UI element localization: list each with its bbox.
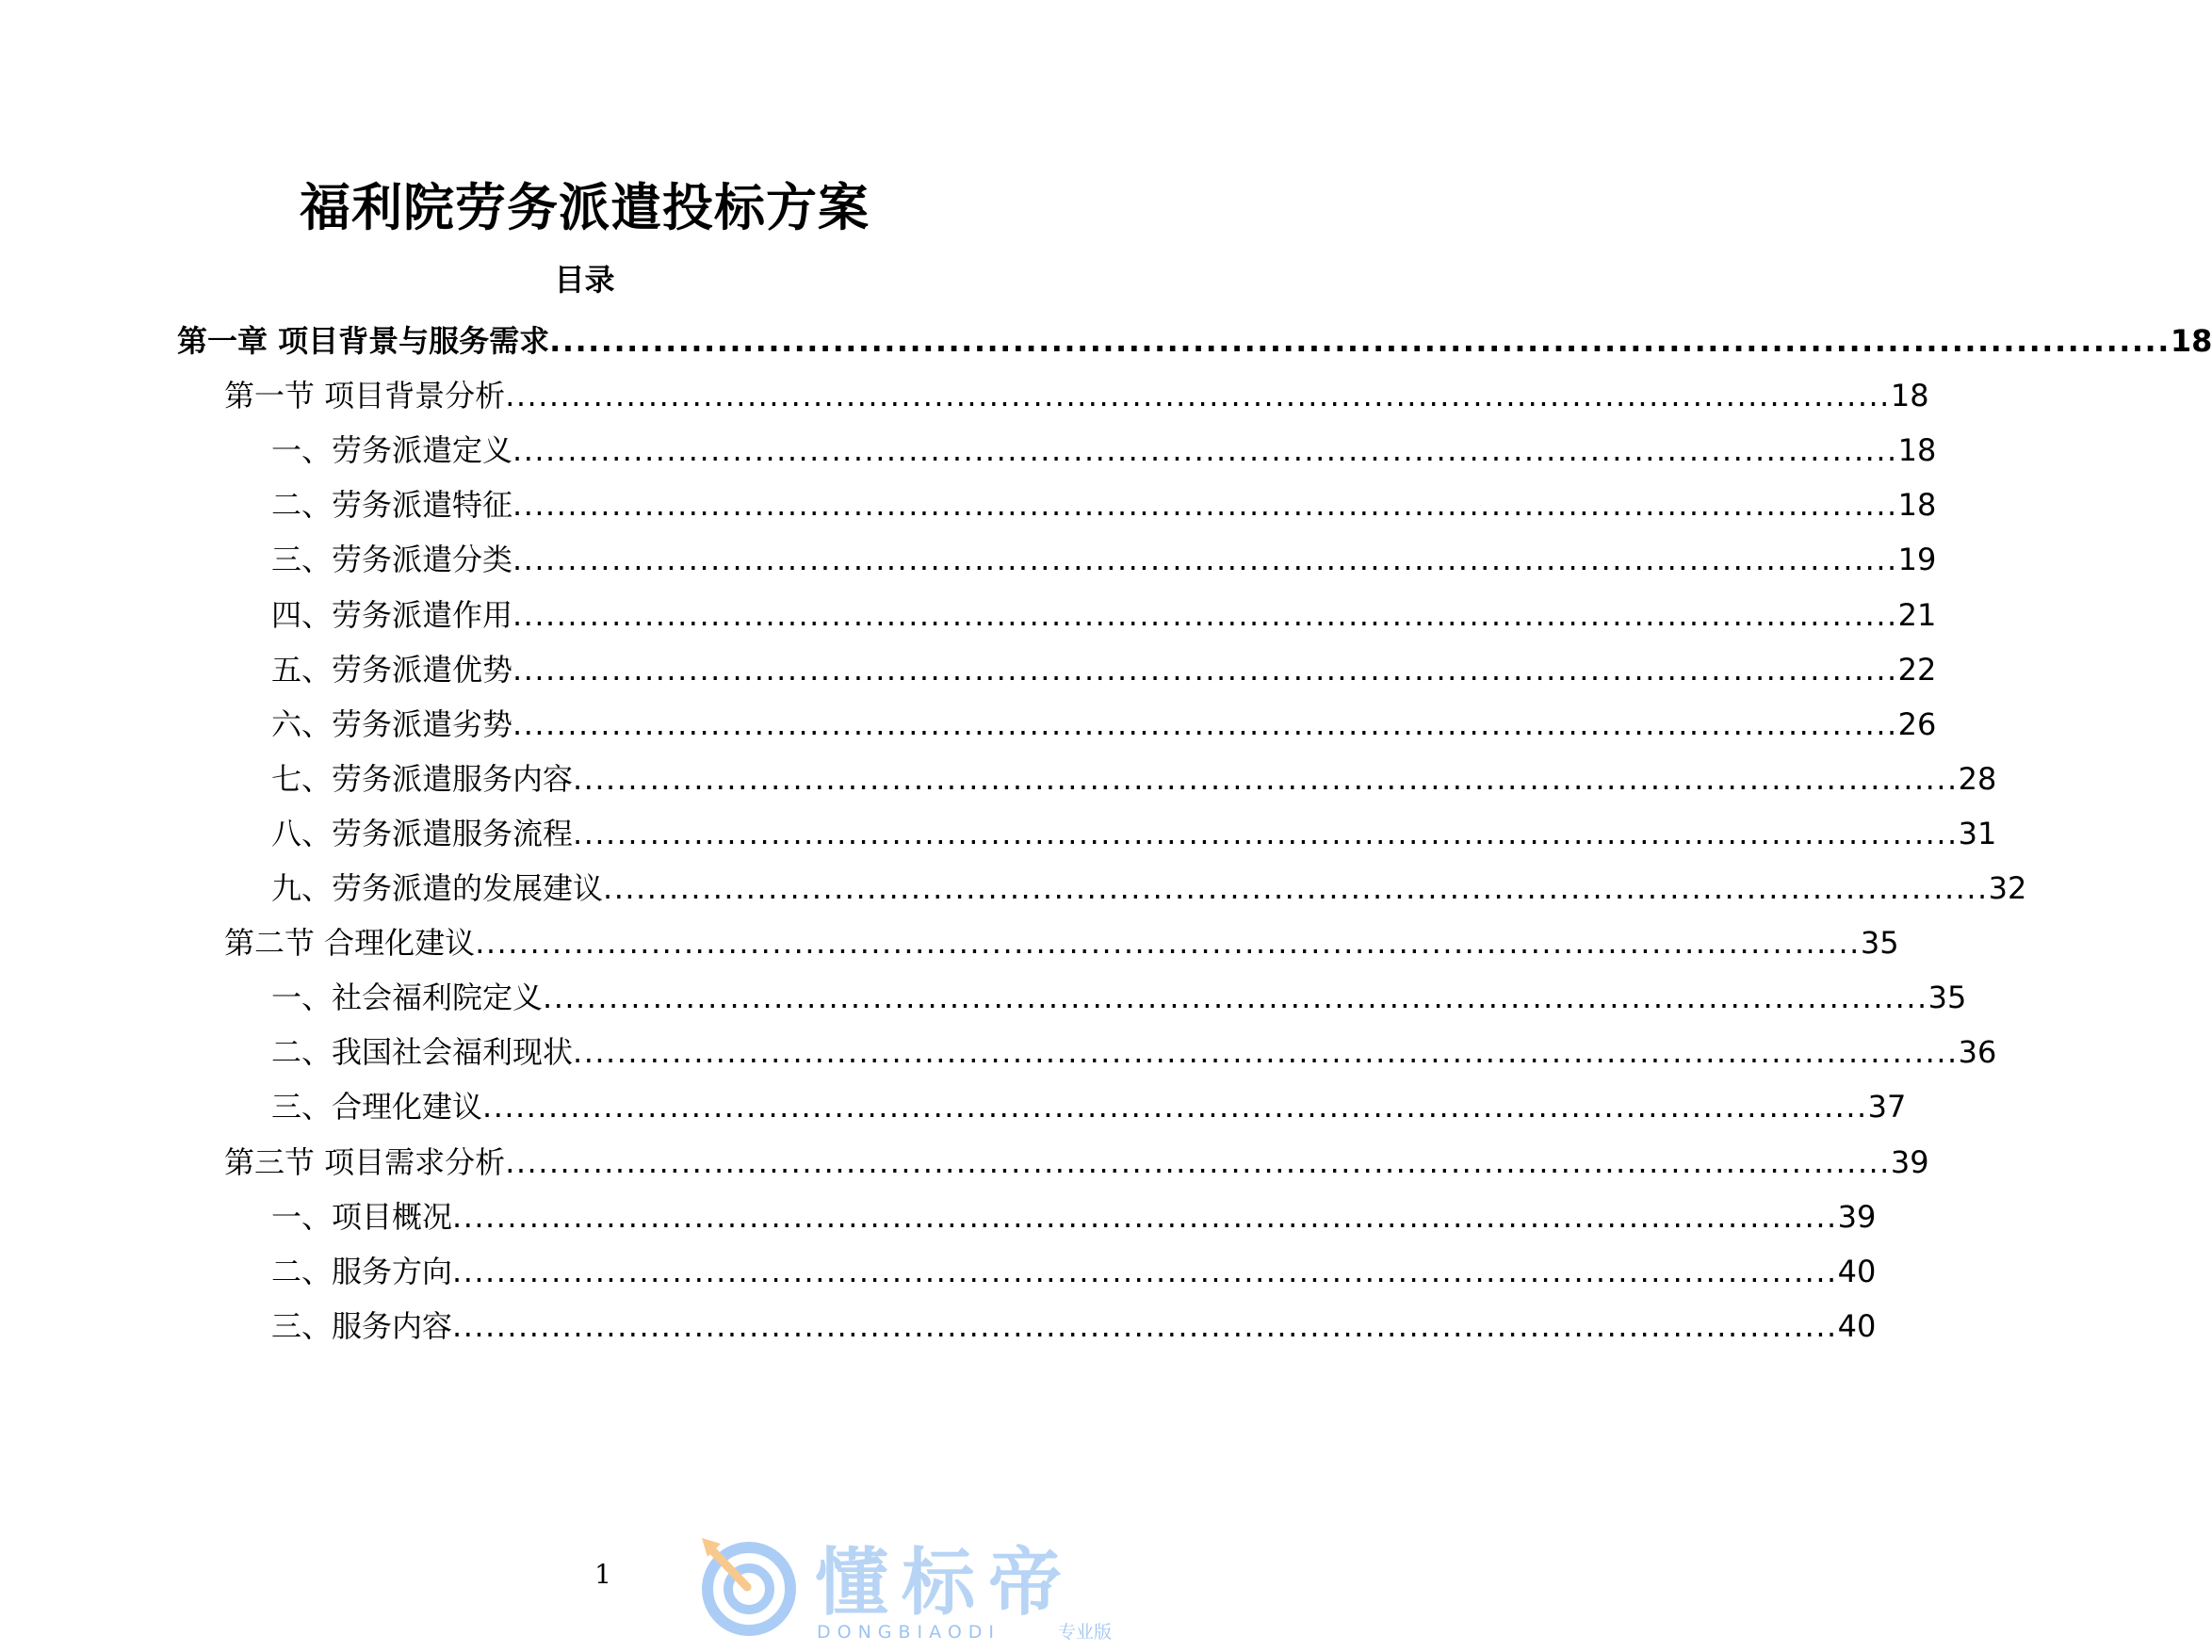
toc-heading: 目录 <box>554 262 615 298</box>
toc-entry[interactable] <box>271 973 1967 1022</box>
toc-leader-dots: .............................................................................................................................. <box>512 432 1898 469</box>
document-title: 福利院劳务派遣投标方案 <box>300 178 870 237</box>
toc-entry-page: 31 <box>1958 815 1997 851</box>
toc-entry[interactable] <box>271 426 1937 475</box>
toc-leader-dots: .............................................................................................................................. <box>603 870 1989 906</box>
toc-entry[interactable] <box>271 591 1937 640</box>
toc-entry-page: 39 <box>1837 1198 1877 1235</box>
toc-entry[interactable] <box>271 645 1937 694</box>
toc-entry-page: 40 <box>1837 1307 1877 1344</box>
watermark-logo <box>692 1531 1145 1644</box>
toc-entry-label: 三、服务内容 <box>271 1307 453 1344</box>
toc-entry[interactable] <box>271 864 2027 913</box>
toc-entry-page: 22 <box>1897 651 1937 688</box>
toc-entry[interactable] <box>177 316 2212 365</box>
toc-entry[interactable] <box>224 1138 1929 1187</box>
toc-entry-label: 一、社会福利院定义 <box>271 980 544 1016</box>
watermark-pinyin: DONGBIAODI <box>817 1622 1001 1643</box>
toc-entry-label: 三、劳务派遣分类 <box>271 542 513 578</box>
toc-entry-page: 28 <box>1958 760 1997 797</box>
toc-leader-dots: .............................................................................................................................. <box>573 760 1959 797</box>
toc-leader-dots: .............................................................................................................................. <box>573 815 1959 851</box>
toc-entry-label: 三、合理化建议 <box>271 1089 483 1126</box>
toc-entry-page: 26 <box>1897 705 1937 742</box>
toc-entry-page: 32 <box>1988 870 2027 906</box>
toc-entry[interactable] <box>271 700 1937 749</box>
toc-leader-dots: .............................................................................................................................. <box>452 1307 1838 1344</box>
toc-leader-dots: .............................................................................................................................. <box>512 705 1898 742</box>
toc-leader-dots: .............................................................................................................................. <box>475 925 1861 962</box>
toc-entry[interactable] <box>271 480 1937 529</box>
toc-leader-dots: .............................................................................................................................. <box>512 651 1898 688</box>
toc-entry-page: 36 <box>1958 1034 1997 1071</box>
toc-entry-page: 18 <box>2170 323 2212 359</box>
toc-entry-label: 六、劳务派遣劣势 <box>271 705 513 742</box>
toc-entry-label: 第一节 项目背景分析 <box>224 378 506 414</box>
toc-leader-dots: .............................................................................................................................. <box>543 980 1928 1016</box>
page-number: 1 <box>594 1559 611 1590</box>
toc-leader-dots: .............................................................................................................................. <box>482 1089 1868 1126</box>
toc-entry-label: 一、劳务派遣定义 <box>271 432 513 469</box>
toc-leader-dots: .............................................................................................................................. <box>573 1034 1959 1071</box>
toc-entry-label: 第二节 合理化建议 <box>224 925 476 962</box>
toc-entry-page: 18 <box>1890 378 1929 414</box>
toc-leader-dots: .............................................................................................................................. <box>512 542 1898 578</box>
toc-entry[interactable] <box>271 1082 1907 1131</box>
toc-entry[interactable] <box>271 1247 1877 1296</box>
watermark-edition: 专业版 <box>1058 1622 1113 1643</box>
toc-entry-label: 二、服务方向 <box>271 1253 453 1289</box>
toc-leader-dots: .............................................................................................................................. <box>512 596 1898 633</box>
toc-entry-label: 一、项目概况 <box>271 1198 453 1235</box>
toc-entry-page: 39 <box>1890 1143 1929 1180</box>
toc-leader-dots: .............................................................................................................................. <box>549 323 2171 359</box>
toc-leader-dots: .............................................................................................................................. <box>505 378 1891 414</box>
toc-entry-page: 21 <box>1897 596 1937 633</box>
toc-entry[interactable] <box>271 809 1997 858</box>
toc-entry-page: 37 <box>1867 1089 1907 1126</box>
toc-entry[interactable] <box>271 1028 1997 1077</box>
toc-entry-page: 18 <box>1897 487 1937 524</box>
toc-leader-dots: .............................................................................................................................. <box>452 1253 1838 1289</box>
toc-entry-label: 第三节 项目需求分析 <box>224 1143 506 1180</box>
toc-entry-label: 二、我国社会福利现状 <box>271 1034 574 1071</box>
toc-entry-label: 四、劳务派遣作用 <box>271 596 513 633</box>
toc-entry-page: 35 <box>1927 980 1967 1016</box>
toc-entry-label: 九、劳务派遣的发展建议 <box>271 870 604 906</box>
toc-entry-page: 19 <box>1897 542 1937 578</box>
toc-entry-label: 七、劳务派遣服务内容 <box>271 760 574 797</box>
target-icon <box>702 1538 790 1630</box>
toc-entry[interactable] <box>271 1192 1877 1241</box>
toc-entry-page: 18 <box>1897 432 1937 469</box>
toc-entry-label: 第一章 项目背景与服务需求 <box>177 323 550 359</box>
toc-entry-label: 八、劳务派遣服务流程 <box>271 815 574 851</box>
toc-entry[interactable] <box>271 535 1937 584</box>
toc-entry-page: 40 <box>1837 1253 1877 1289</box>
toc-entry[interactable] <box>271 754 1997 803</box>
toc-leader-dots: .............................................................................................................................. <box>452 1198 1838 1235</box>
toc-entry-label: 五、劳务派遣优势 <box>271 651 513 688</box>
toc-entry[interactable] <box>224 918 1899 967</box>
toc-leader-dots: .............................................................................................................................. <box>505 1143 1891 1180</box>
toc-leader-dots: .............................................................................................................................. <box>512 487 1898 524</box>
toc-entry-label: 二、劳务派遣特征 <box>271 487 513 524</box>
toc-entry-page: 35 <box>1860 925 1899 962</box>
toc-entry[interactable] <box>224 371 1929 420</box>
watermark-brand: 懂标帝 <box>815 1541 1076 1626</box>
toc-entry[interactable] <box>271 1302 1877 1351</box>
